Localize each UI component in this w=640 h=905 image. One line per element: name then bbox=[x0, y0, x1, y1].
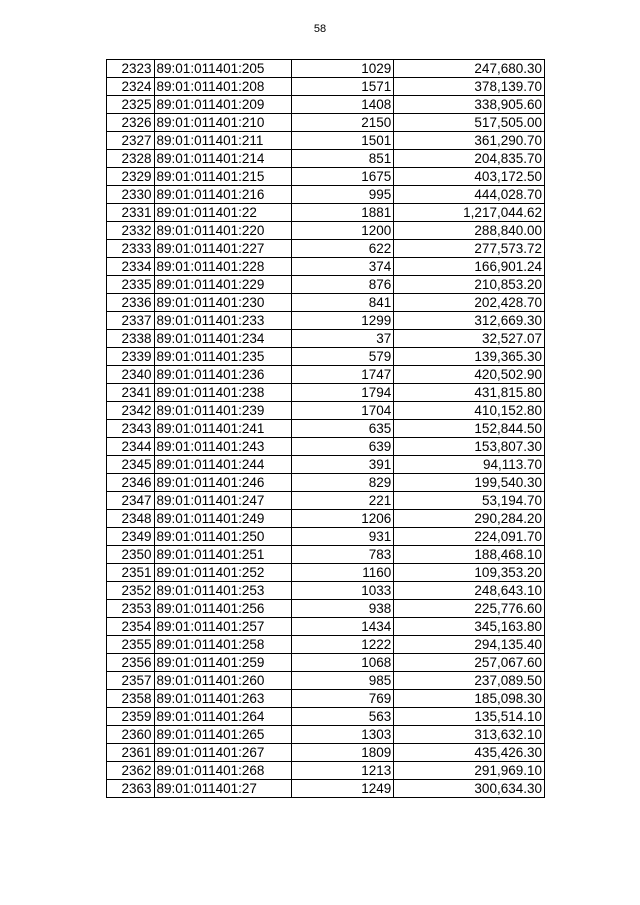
value-cell: 153,807.30 bbox=[394, 438, 545, 456]
cadastral-number-cell: 89:01:011401:256 bbox=[154, 600, 292, 618]
table-row bbox=[107, 456, 545, 474]
cadastral-number-cell: 89:01:011401:215 bbox=[154, 168, 292, 186]
value-cell: 152,844.50 bbox=[394, 420, 545, 438]
value-cell: 517,505.00 bbox=[394, 114, 545, 132]
table-row bbox=[107, 690, 545, 708]
row-number-cell: 2359 bbox=[107, 708, 155, 726]
value-cell: 224,091.70 bbox=[394, 528, 545, 546]
value-cell: 288,840.00 bbox=[394, 222, 545, 240]
cadastral-number-cell: 89:01:011401:268 bbox=[154, 762, 292, 780]
area-cell: 1747 bbox=[292, 366, 394, 384]
cadastral-number-cell: 89:01:011401:235 bbox=[154, 348, 292, 366]
area-cell: 1200 bbox=[292, 222, 394, 240]
value-cell: 300,634.30 bbox=[394, 780, 545, 798]
value-cell: 313,632.10 bbox=[394, 726, 545, 744]
cadastral-number-cell: 89:01:011401:238 bbox=[154, 384, 292, 402]
area-cell: 985 bbox=[292, 672, 394, 690]
area-cell: 829 bbox=[292, 474, 394, 492]
row-number-cell: 2355 bbox=[107, 636, 155, 654]
cadastral-number-cell: 89:01:011401:216 bbox=[154, 186, 292, 204]
value-cell: 290,284.20 bbox=[394, 510, 545, 528]
area-cell: 1434 bbox=[292, 618, 394, 636]
table-row bbox=[107, 150, 545, 168]
cadastral-number-cell: 89:01:011401:211 bbox=[154, 132, 292, 150]
cadastral-number-cell: 89:01:011401:228 bbox=[154, 258, 292, 276]
value-cell: 420,502.90 bbox=[394, 366, 545, 384]
value-cell: 237,089.50 bbox=[394, 672, 545, 690]
table-row bbox=[107, 276, 545, 294]
area-cell: 1794 bbox=[292, 384, 394, 402]
area-cell: 1809 bbox=[292, 744, 394, 762]
area-cell: 931 bbox=[292, 528, 394, 546]
table-row bbox=[107, 726, 545, 744]
value-cell: 109,353.20 bbox=[394, 564, 545, 582]
row-number-cell: 2362 bbox=[107, 762, 155, 780]
table-row bbox=[107, 510, 545, 528]
cadastral-number-cell: 89:01:011401:246 bbox=[154, 474, 292, 492]
table-row bbox=[107, 366, 545, 384]
area-cell: 1408 bbox=[292, 96, 394, 114]
row-number-cell: 2346 bbox=[107, 474, 155, 492]
value-cell: 32,527.07 bbox=[394, 330, 545, 348]
area-cell: 1068 bbox=[292, 654, 394, 672]
value-cell: 431,815.80 bbox=[394, 384, 545, 402]
value-cell: 312,669.30 bbox=[394, 312, 545, 330]
table-row bbox=[107, 636, 545, 654]
value-cell: 210,853.20 bbox=[394, 276, 545, 294]
row-number-cell: 2339 bbox=[107, 348, 155, 366]
area-cell: 622 bbox=[292, 240, 394, 258]
table-row bbox=[107, 168, 545, 186]
row-number-cell: 2352 bbox=[107, 582, 155, 600]
table-row bbox=[107, 96, 545, 114]
table-row bbox=[107, 384, 545, 402]
area-cell: 37 bbox=[292, 330, 394, 348]
row-number-cell: 2336 bbox=[107, 294, 155, 312]
row-number-cell: 2329 bbox=[107, 168, 155, 186]
value-cell: 94,113.70 bbox=[394, 456, 545, 474]
table-row bbox=[107, 564, 545, 582]
area-cell: 391 bbox=[292, 456, 394, 474]
value-cell: 410,152.80 bbox=[394, 402, 545, 420]
row-number-cell: 2325 bbox=[107, 96, 155, 114]
page-number: 58 bbox=[313, 23, 327, 35]
value-cell: 166,901.24 bbox=[394, 258, 545, 276]
table-row bbox=[107, 582, 545, 600]
cadastral-number-cell: 89:01:011401:263 bbox=[154, 690, 292, 708]
table-row bbox=[107, 312, 545, 330]
row-number-cell: 2330 bbox=[107, 186, 155, 204]
value-cell: 199,540.30 bbox=[394, 474, 545, 492]
cadastral-number-cell: 89:01:011401:247 bbox=[154, 492, 292, 510]
row-number-cell: 2351 bbox=[107, 564, 155, 582]
table-row bbox=[107, 528, 545, 546]
row-number-cell: 2345 bbox=[107, 456, 155, 474]
value-cell: 53,194.70 bbox=[394, 492, 545, 510]
cadastral-number-cell: 89:01:011401:258 bbox=[154, 636, 292, 654]
table-row bbox=[107, 294, 545, 312]
value-cell: 277,573.72 bbox=[394, 240, 545, 258]
cadastral-number-cell: 89:01:011401:253 bbox=[154, 582, 292, 600]
area-cell: 1029 bbox=[292, 60, 394, 78]
value-cell: 204,835.70 bbox=[394, 150, 545, 168]
area-cell: 938 bbox=[292, 600, 394, 618]
value-cell: 247,680.30 bbox=[394, 60, 545, 78]
row-number-cell: 2342 bbox=[107, 402, 155, 420]
table-row bbox=[107, 654, 545, 672]
cadastral-number-cell: 89:01:011401:251 bbox=[154, 546, 292, 564]
cadastral-number-cell: 89:01:011401:243 bbox=[154, 438, 292, 456]
row-number-cell: 2338 bbox=[107, 330, 155, 348]
row-number-cell: 2326 bbox=[107, 114, 155, 132]
area-cell: 1206 bbox=[292, 510, 394, 528]
row-number-cell: 2340 bbox=[107, 366, 155, 384]
cadastral-number-cell: 89:01:011401:234 bbox=[154, 330, 292, 348]
row-number-cell: 2360 bbox=[107, 726, 155, 744]
cadastral-number-cell: 89:01:011401:260 bbox=[154, 672, 292, 690]
row-number-cell: 2347 bbox=[107, 492, 155, 510]
cadastral-number-cell: 89:01:011401:267 bbox=[154, 744, 292, 762]
cadastral-number-cell: 89:01:011401:264 bbox=[154, 708, 292, 726]
cadastral-number-cell: 89:01:011401:220 bbox=[154, 222, 292, 240]
area-cell: 783 bbox=[292, 546, 394, 564]
cadastral-number-cell: 89:01:011401:239 bbox=[154, 402, 292, 420]
area-cell: 579 bbox=[292, 348, 394, 366]
value-cell: 291,969.10 bbox=[394, 762, 545, 780]
value-cell: 435,426.30 bbox=[394, 744, 545, 762]
area-cell: 1213 bbox=[292, 762, 394, 780]
table-row bbox=[107, 258, 545, 276]
row-number-cell: 2350 bbox=[107, 546, 155, 564]
cadastral-number-cell: 89:01:011401:244 bbox=[154, 456, 292, 474]
area-cell: 995 bbox=[292, 186, 394, 204]
table-row bbox=[107, 402, 545, 420]
cadastral-number-cell: 89:01:011401:236 bbox=[154, 366, 292, 384]
row-number-cell: 2354 bbox=[107, 618, 155, 636]
table-row bbox=[107, 60, 545, 78]
area-cell: 851 bbox=[292, 150, 394, 168]
cadastral-number-cell: 89:01:011401:230 bbox=[154, 294, 292, 312]
area-cell: 639 bbox=[292, 438, 394, 456]
value-cell: 185,098.30 bbox=[394, 690, 545, 708]
row-number-cell: 2349 bbox=[107, 528, 155, 546]
cadastral-number-cell: 89:01:011401:229 bbox=[154, 276, 292, 294]
value-cell: 294,135.40 bbox=[394, 636, 545, 654]
area-cell: 1160 bbox=[292, 564, 394, 582]
row-number-cell: 2348 bbox=[107, 510, 155, 528]
table-row bbox=[107, 600, 545, 618]
cadastral-number-cell: 89:01:011401:209 bbox=[154, 96, 292, 114]
value-cell: 257,067.60 bbox=[394, 654, 545, 672]
row-number-cell: 2344 bbox=[107, 438, 155, 456]
row-number-cell: 2323 bbox=[107, 60, 155, 78]
row-number-cell: 2327 bbox=[107, 132, 155, 150]
row-number-cell: 2343 bbox=[107, 420, 155, 438]
cadastral-number-cell: 89:01:011401:227 bbox=[154, 240, 292, 258]
value-cell: 139,365.30 bbox=[394, 348, 545, 366]
value-cell: 403,172.50 bbox=[394, 168, 545, 186]
value-cell: 338,905.60 bbox=[394, 96, 545, 114]
table-row bbox=[107, 618, 545, 636]
row-number-cell: 2335 bbox=[107, 276, 155, 294]
row-number-cell: 2358 bbox=[107, 690, 155, 708]
value-cell: 378,139.70 bbox=[394, 78, 545, 96]
area-cell: 1299 bbox=[292, 312, 394, 330]
row-number-cell: 2334 bbox=[107, 258, 155, 276]
area-cell: 2150 bbox=[292, 114, 394, 132]
table-row bbox=[107, 132, 545, 150]
table-row bbox=[107, 348, 545, 366]
value-cell: 188,468.10 bbox=[394, 546, 545, 564]
row-number-cell: 2363 bbox=[107, 780, 155, 798]
cadastral-number-cell: 89:01:011401:252 bbox=[154, 564, 292, 582]
row-number-cell: 2331 bbox=[107, 204, 155, 222]
table-row bbox=[107, 762, 545, 780]
cadastral-number-cell: 89:01:011401:250 bbox=[154, 528, 292, 546]
area-cell: 841 bbox=[292, 294, 394, 312]
table-row bbox=[107, 474, 545, 492]
area-cell: 876 bbox=[292, 276, 394, 294]
cadastral-number-cell: 89:01:011401:27 bbox=[154, 780, 292, 798]
row-number-cell: 2332 bbox=[107, 222, 155, 240]
value-cell: 135,514.10 bbox=[394, 708, 545, 726]
data-table bbox=[106, 59, 545, 798]
cadastral-number-cell: 89:01:011401:257 bbox=[154, 618, 292, 636]
area-cell: 1881 bbox=[292, 204, 394, 222]
area-cell: 1704 bbox=[292, 402, 394, 420]
area-cell: 1675 bbox=[292, 168, 394, 186]
cadastral-number-cell: 89:01:011401:22 bbox=[154, 204, 292, 222]
value-cell: 202,428.70 bbox=[394, 294, 545, 312]
row-number-cell: 2341 bbox=[107, 384, 155, 402]
area-cell: 563 bbox=[292, 708, 394, 726]
row-number-cell: 2353 bbox=[107, 600, 155, 618]
row-number-cell: 2333 bbox=[107, 240, 155, 258]
area-cell: 1571 bbox=[292, 78, 394, 96]
table-row bbox=[107, 240, 545, 258]
table-row bbox=[107, 330, 545, 348]
cadastral-number-cell: 89:01:011401:249 bbox=[154, 510, 292, 528]
area-cell: 769 bbox=[292, 690, 394, 708]
cadastral-number-cell: 89:01:011401:241 bbox=[154, 420, 292, 438]
table-row bbox=[107, 672, 545, 690]
table-body bbox=[107, 60, 545, 798]
row-number-cell: 2324 bbox=[107, 78, 155, 96]
cadastral-number-cell: 89:01:011401:265 bbox=[154, 726, 292, 744]
table-row bbox=[107, 114, 545, 132]
table-row bbox=[107, 546, 545, 564]
value-cell: 345,163.80 bbox=[394, 618, 545, 636]
row-number-cell: 2328 bbox=[107, 150, 155, 168]
area-cell: 374 bbox=[292, 258, 394, 276]
cadastral-number-cell: 89:01:011401:214 bbox=[154, 150, 292, 168]
cadastral-number-cell: 89:01:011401:205 bbox=[154, 60, 292, 78]
table-row bbox=[107, 780, 545, 798]
row-number-cell: 2361 bbox=[107, 744, 155, 762]
table-row bbox=[107, 222, 545, 240]
cadastral-number-cell: 89:01:011401:210 bbox=[154, 114, 292, 132]
table-row bbox=[107, 204, 545, 222]
table-row bbox=[107, 78, 545, 96]
table-row bbox=[107, 492, 545, 510]
area-cell: 1303 bbox=[292, 726, 394, 744]
area-cell: 221 bbox=[292, 492, 394, 510]
table-row bbox=[107, 438, 545, 456]
value-cell: 444,028.70 bbox=[394, 186, 545, 204]
area-cell: 635 bbox=[292, 420, 394, 438]
value-cell: 361,290.70 bbox=[394, 132, 545, 150]
area-cell: 1249 bbox=[292, 780, 394, 798]
cadastral-number-cell: 89:01:011401:259 bbox=[154, 654, 292, 672]
table-row bbox=[107, 420, 545, 438]
area-cell: 1501 bbox=[292, 132, 394, 150]
value-cell: 1,217,044.62 bbox=[394, 204, 545, 222]
cadastral-number-cell: 89:01:011401:233 bbox=[154, 312, 292, 330]
value-cell: 225,776.60 bbox=[394, 600, 545, 618]
table-row bbox=[107, 186, 545, 204]
area-cell: 1033 bbox=[292, 582, 394, 600]
row-number-cell: 2357 bbox=[107, 672, 155, 690]
row-number-cell: 2337 bbox=[107, 312, 155, 330]
table-row bbox=[107, 708, 545, 726]
table-row bbox=[107, 744, 545, 762]
value-cell: 248,643.10 bbox=[394, 582, 545, 600]
cadastral-number-cell: 89:01:011401:208 bbox=[154, 78, 292, 96]
area-cell: 1222 bbox=[292, 636, 394, 654]
row-number-cell: 2356 bbox=[107, 654, 155, 672]
